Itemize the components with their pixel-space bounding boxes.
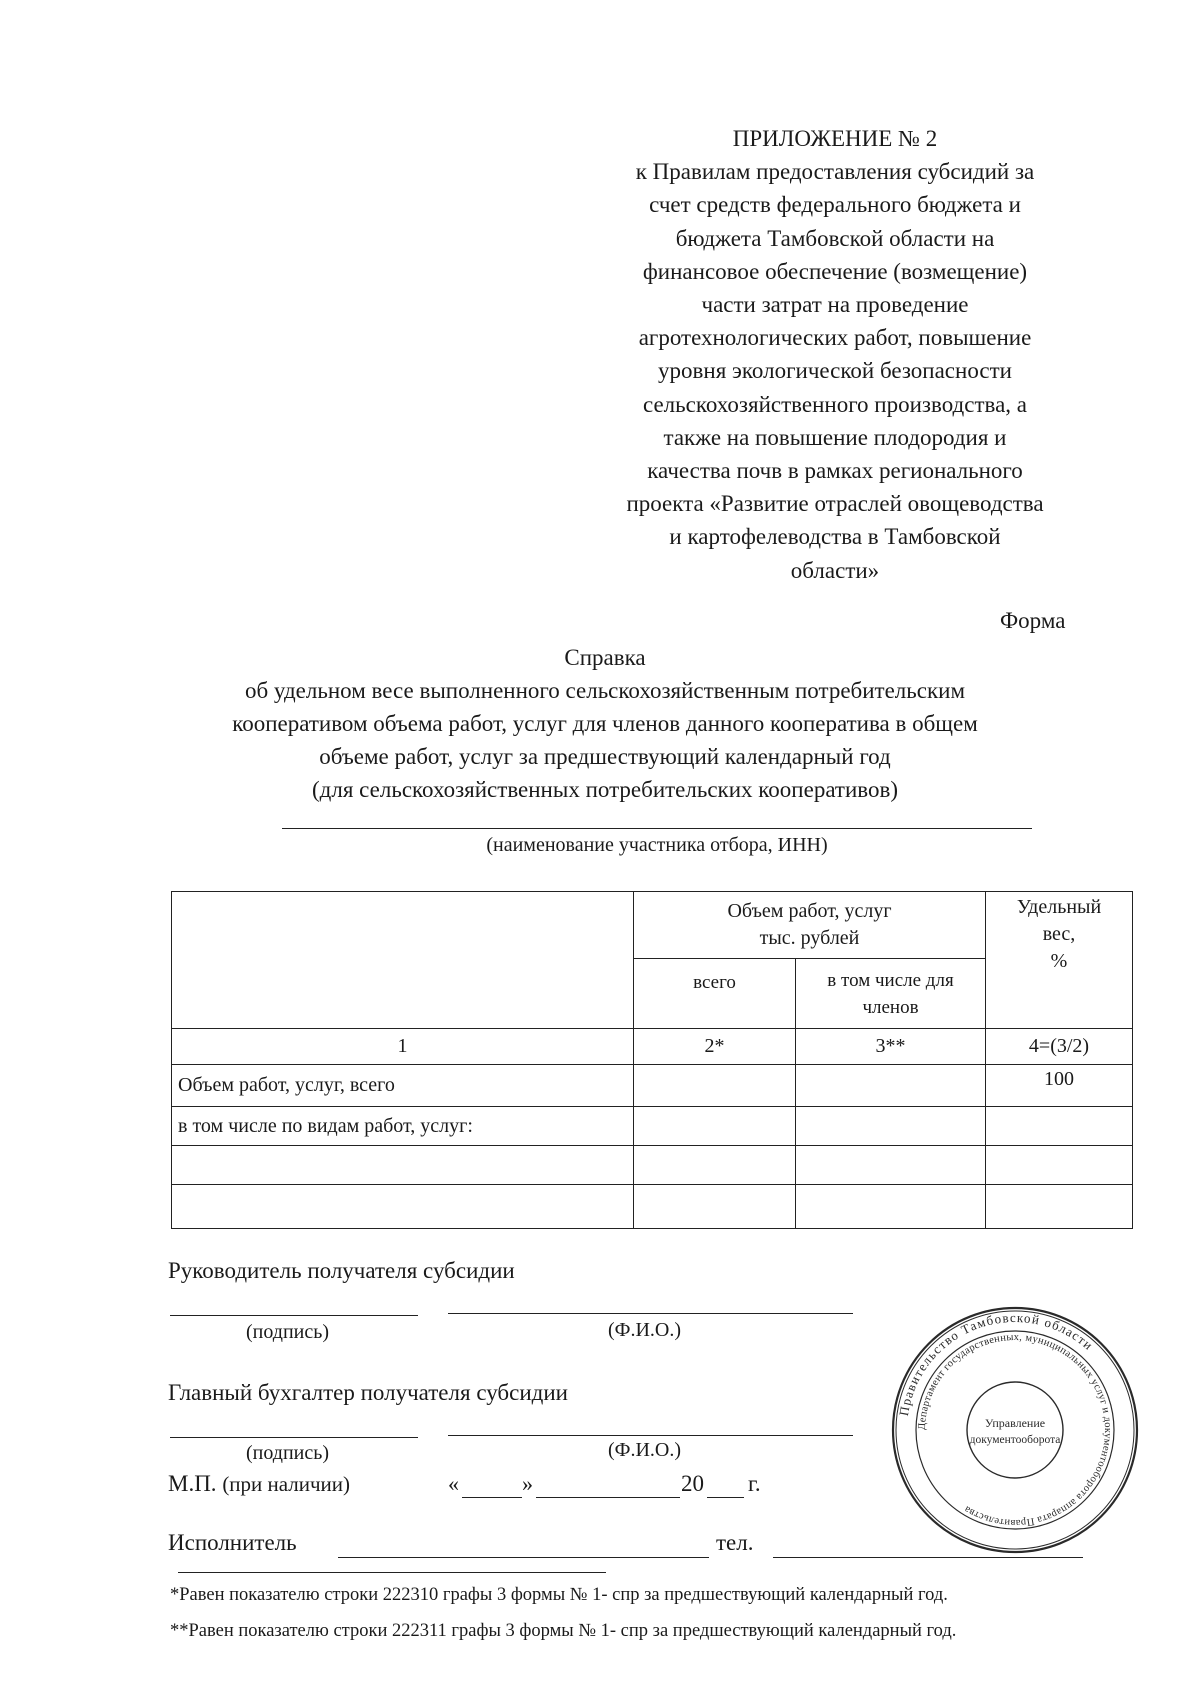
col-number-cell: 2* bbox=[634, 1029, 796, 1065]
accountant-signature-caption: (подпись) bbox=[246, 1442, 330, 1464]
head-fio-line[interactable] bbox=[448, 1313, 853, 1314]
appendix-line: уровня экологической безопасности bbox=[658, 358, 1012, 384]
head-label: Руководитель получателя субсидии bbox=[168, 1258, 515, 1283]
executor-line[interactable] bbox=[338, 1557, 709, 1558]
stamp-outer-ring bbox=[893, 1308, 1137, 1552]
header-members-line: членов bbox=[862, 997, 919, 1018]
certificate-title bbox=[150, 641, 1060, 806]
footnote-2: **Равен показателю строки 222311 графы 3 формы № 1- спр за предшествующий календарный год. bbox=[170, 1621, 957, 1641]
appendix-line: также на повышение плодородия и bbox=[663, 424, 1007, 450]
title-line: Справка bbox=[564, 645, 646, 670]
table-row bbox=[172, 1065, 1133, 1107]
appendix-line: к Правилам предоставления субсидий за bbox=[635, 159, 1035, 185]
appendix-line: сельскохозяйственного производства, а bbox=[642, 391, 1027, 417]
header-total: всего bbox=[634, 959, 796, 1029]
stamp-middle-text: Департамент государственных, муниципальных услуг и документооборота аппарата Правительства bbox=[916, 1331, 1114, 1529]
date-close-quote: » bbox=[522, 1471, 533, 1496]
appendix-line: и картофелеводства в Тамбовской bbox=[669, 524, 1001, 550]
head-signature-caption: (подпись) bbox=[246, 1321, 330, 1343]
header-weight-unit: % bbox=[1050, 950, 1068, 972]
header-weight-line: Удельный bbox=[1016, 896, 1102, 918]
head-signature-line[interactable] bbox=[170, 1315, 418, 1316]
date-open-quote: « bbox=[448, 1471, 459, 1496]
header-volume-line: Объем работ, услуг bbox=[727, 900, 892, 922]
header-weight bbox=[986, 892, 1133, 1029]
phone-line[interactable] bbox=[773, 1557, 1083, 1558]
accountant-fio-line[interactable] bbox=[448, 1435, 853, 1436]
header-empty-cell bbox=[172, 892, 634, 1029]
table-row bbox=[172, 1146, 1133, 1185]
header-volume bbox=[634, 892, 986, 959]
table-cell[interactable] bbox=[634, 1107, 796, 1146]
appendix-line: области» bbox=[790, 557, 880, 583]
row-label-cell[interactable] bbox=[172, 1146, 634, 1185]
table-cell[interactable] bbox=[986, 1185, 1133, 1229]
date-year-prefix: 20 bbox=[681, 1471, 704, 1496]
title-line: (для сельскохозяйственных потребительских кооперативов) bbox=[311, 777, 899, 802]
title-line: кооперативом объема работ, услуг для членов данного кооператива в общем bbox=[232, 711, 978, 736]
table-cell[interactable] bbox=[634, 1065, 796, 1107]
table-row bbox=[172, 1107, 1133, 1146]
stamp-outer-text: Правительство Тамбовской области bbox=[895, 1309, 1097, 1417]
appendix-line: части затрат на проведение bbox=[701, 292, 969, 318]
row-label-cell[interactable] bbox=[172, 1185, 634, 1229]
date-day-line[interactable] bbox=[462, 1497, 522, 1498]
form-label: Форма bbox=[1000, 608, 1066, 633]
seal-place-mp: М.П. bbox=[168, 1471, 217, 1496]
title-line: об удельном весе выполненного сельскохозяйственным потребительским bbox=[244, 678, 966, 703]
col-number-cell: 4=(3/2) bbox=[986, 1029, 1133, 1065]
appendix-line: агротехнологических работ, повышение bbox=[638, 325, 1032, 351]
col-number-cell: 1 bbox=[172, 1029, 634, 1065]
appendix-line: ПРИЛОЖЕНИЕ № 2 bbox=[732, 126, 938, 151]
table-cell[interactable] bbox=[634, 1146, 796, 1185]
header-members bbox=[796, 959, 986, 1029]
footnote-1: *Равен показателю строки 222310 графы 3 формы № 1- спр за предшествующий календарный год. bbox=[170, 1585, 948, 1605]
col-number-cell: 3** bbox=[796, 1029, 986, 1065]
accountant-fio-caption: (Ф.И.О.) bbox=[608, 1439, 682, 1461]
executor-label: Исполнитель bbox=[168, 1530, 297, 1555]
stamp-center-ring bbox=[967, 1382, 1063, 1478]
table-cell[interactable] bbox=[796, 1065, 986, 1107]
stamp-center-line2: документооборота bbox=[969, 1434, 1061, 1446]
appendix-line: счет средств федерального бюджета и bbox=[649, 192, 1021, 218]
date-month-line[interactable] bbox=[536, 1497, 680, 1498]
header-weight-line: вес, bbox=[1042, 923, 1076, 945]
phone-label: тел. bbox=[716, 1530, 754, 1555]
header-volume-unit: тыс. рублей bbox=[759, 927, 860, 949]
accountant-signature-line[interactable] bbox=[170, 1437, 418, 1438]
table-cell: 100 bbox=[986, 1065, 1133, 1107]
appendix-header bbox=[590, 122, 1080, 587]
table-cell[interactable] bbox=[796, 1146, 986, 1185]
appendix-line: проекта «Развитие отраслей овощеводства bbox=[626, 491, 1044, 517]
appendix-line: финансовое обеспечение (возмещение) bbox=[642, 258, 1028, 284]
date-year-line[interactable] bbox=[707, 1497, 744, 1498]
participant-name-line[interactable] bbox=[282, 828, 1032, 829]
table-cell[interactable] bbox=[796, 1107, 986, 1146]
participant-caption: (наименование участника отбора, ИНН) bbox=[486, 834, 828, 856]
date-year-suffix: г. bbox=[748, 1471, 761, 1496]
row-label-cell: в том числе по видам работ, услуг: bbox=[172, 1107, 634, 1146]
appendix-line: качества почв в рамках регионального bbox=[647, 458, 1023, 484]
header-members-line: в том числе для bbox=[827, 970, 954, 991]
seal-place-note: (при наличии) bbox=[222, 1472, 351, 1496]
official-stamp bbox=[890, 1305, 1140, 1555]
table-row bbox=[172, 1185, 1133, 1229]
seal-place-label bbox=[168, 1471, 350, 1497]
title-line: объеме работ, услуг за предшествующий календарный год bbox=[319, 744, 891, 769]
footnote-separator bbox=[178, 1572, 606, 1573]
appendix-line: бюджета Тамбовской области на bbox=[675, 225, 995, 251]
row-label-cell: Объем работ, услуг, всего bbox=[172, 1065, 634, 1107]
table-cell[interactable] bbox=[986, 1107, 1133, 1146]
table-cell[interactable] bbox=[796, 1185, 986, 1229]
volume-table bbox=[171, 891, 1133, 1229]
stamp-center-line1: Управление bbox=[984, 1416, 1046, 1430]
accountant-label: Главный бухгалтер получателя субсидии bbox=[168, 1380, 568, 1405]
head-fio-caption: (Ф.И.О.) bbox=[608, 1319, 682, 1341]
table-cell[interactable] bbox=[634, 1185, 796, 1229]
table-cell[interactable] bbox=[986, 1146, 1133, 1185]
